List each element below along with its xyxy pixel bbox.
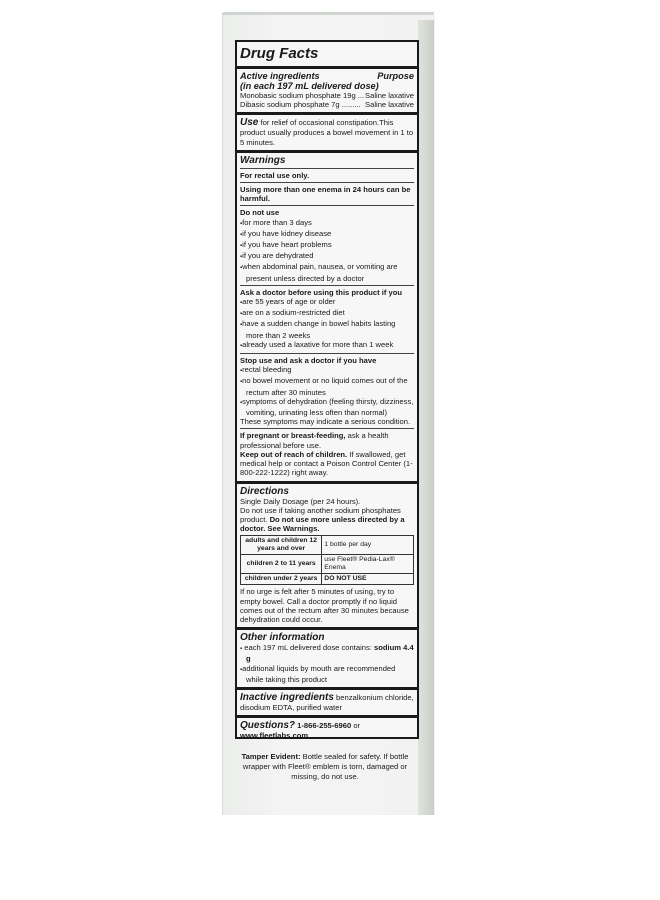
active-ingredients-header: Active ingredients [240,71,320,81]
list-item: ▪ no bowel movement or no liquid comes out of the rectum after 30 minutes [240,376,414,396]
ask-doctor-header: Ask a doctor before using this product if you [240,287,403,297]
keep-out-warning: Keep out of reach of children. If swallowed, get medical help or contact a Poison Control Center (1-800-222-1222) right away. [240,449,413,478]
ingredient-row: Dibasic sodium phosphate 7g ......... Saline laxative [240,100,414,110]
rectal-use-warning: For rectal use only. [240,170,310,180]
list-item: ▪ are 55 years of age or older [240,297,414,308]
ingredient-row: Monobasic sodium phosphate 19g ... Saline laxative [240,91,414,100]
drug-facts-panel [235,40,419,739]
active-ingredients-sub: (in each 197 mL delivered dose) [240,81,379,91]
list-item: ▪ additional liquids by mouth are recommended while taking this product [240,664,414,684]
purpose-header: Purpose [377,71,414,81]
box-right-edge [418,20,434,815]
list-item: ▪ if you have kidney disease [240,229,414,240]
list-item: ▪ have a sudden change in bowel habits lasting more than 2 weeks [240,319,414,339]
dosage-table [240,535,414,585]
table-row: children 2 to 11 years use Fleet® Pedia-Lax® Enema [241,555,414,574]
multiple-enema-warning: Using more than one enema in 24 hours can be harmful. [240,185,411,204]
do-not-use-header: Do not use [240,208,280,218]
tamper-evident-notice: Tamper Evident: Bottle sealed for safety. If bottle wrapper with Fleet® emblem is torn, damaged or missing, do not use. [241,752,409,781]
urge-instructions: If no urge is felt after 5 minutes of using, try to empty bowel. Call a doctor promptly if no liquid comes out of the rectum after 30 minutes because dehydration could occur. [240,587,409,624]
pregnancy-warning: If pregnant or breast-feeding, ask a health professional before use. [240,431,389,450]
directions-header: Directions [240,485,289,497]
list-item: ▪ when abdominal pain, nausea, or vomiting are present unless directed by a doctor [240,262,414,282]
list-item: ▪ rectal bleeding [240,365,414,376]
website-link: www.fleetlabs.com [240,731,309,741]
list-item: ▪ symptoms of dehydration (feeling thirsty, dizziness, vomiting, urinating less often than normal) [240,397,414,417]
list-item: ▪ for more than 3 days [240,218,414,229]
list-item: ▪ are on a sodium-restricted diet [240,308,414,319]
warnings-header: Warnings [240,154,286,166]
single-dosage: Single Daily Dosage (per 24 hours). [240,496,361,506]
list-item: ▪ each 197 mL delivered dose contains: sodium 4.4 g [240,643,414,663]
inactive-ingredients: Inactive ingredients benzalkonium chloride, disodium EDTA, purified water [240,691,414,712]
stop-note: These symptoms may indicate a serious condition. [240,417,411,427]
stop-use-header: Stop use and ask a doctor if you have [240,356,377,366]
use-section: Use for relief of occasional constipation.This product usually produces a bowel movement in 1 to 5 minutes. [240,117,414,147]
list-item: ▪ if you have heart problems [240,240,414,251]
list-item: ▪ if you are dehydrated [240,251,414,262]
table-row: adults and children 12 years and over 1 bottle per day [241,536,414,555]
drug-facts-title: Drug Facts [240,45,319,62]
table-row: children under 2 years DO NOT USE [241,574,414,585]
list-item: ▪ already used a laxative for more than 1 week [240,340,414,351]
other-info-header: Other information [240,632,325,644]
questions-section: Questions? 1-866-255-6960 or www.fleetlabs.com [240,720,361,741]
directions-note: Do not use if taking another sodium phosphates product. Do not use more unless directed by a doctor. See Warnings. [240,505,405,534]
